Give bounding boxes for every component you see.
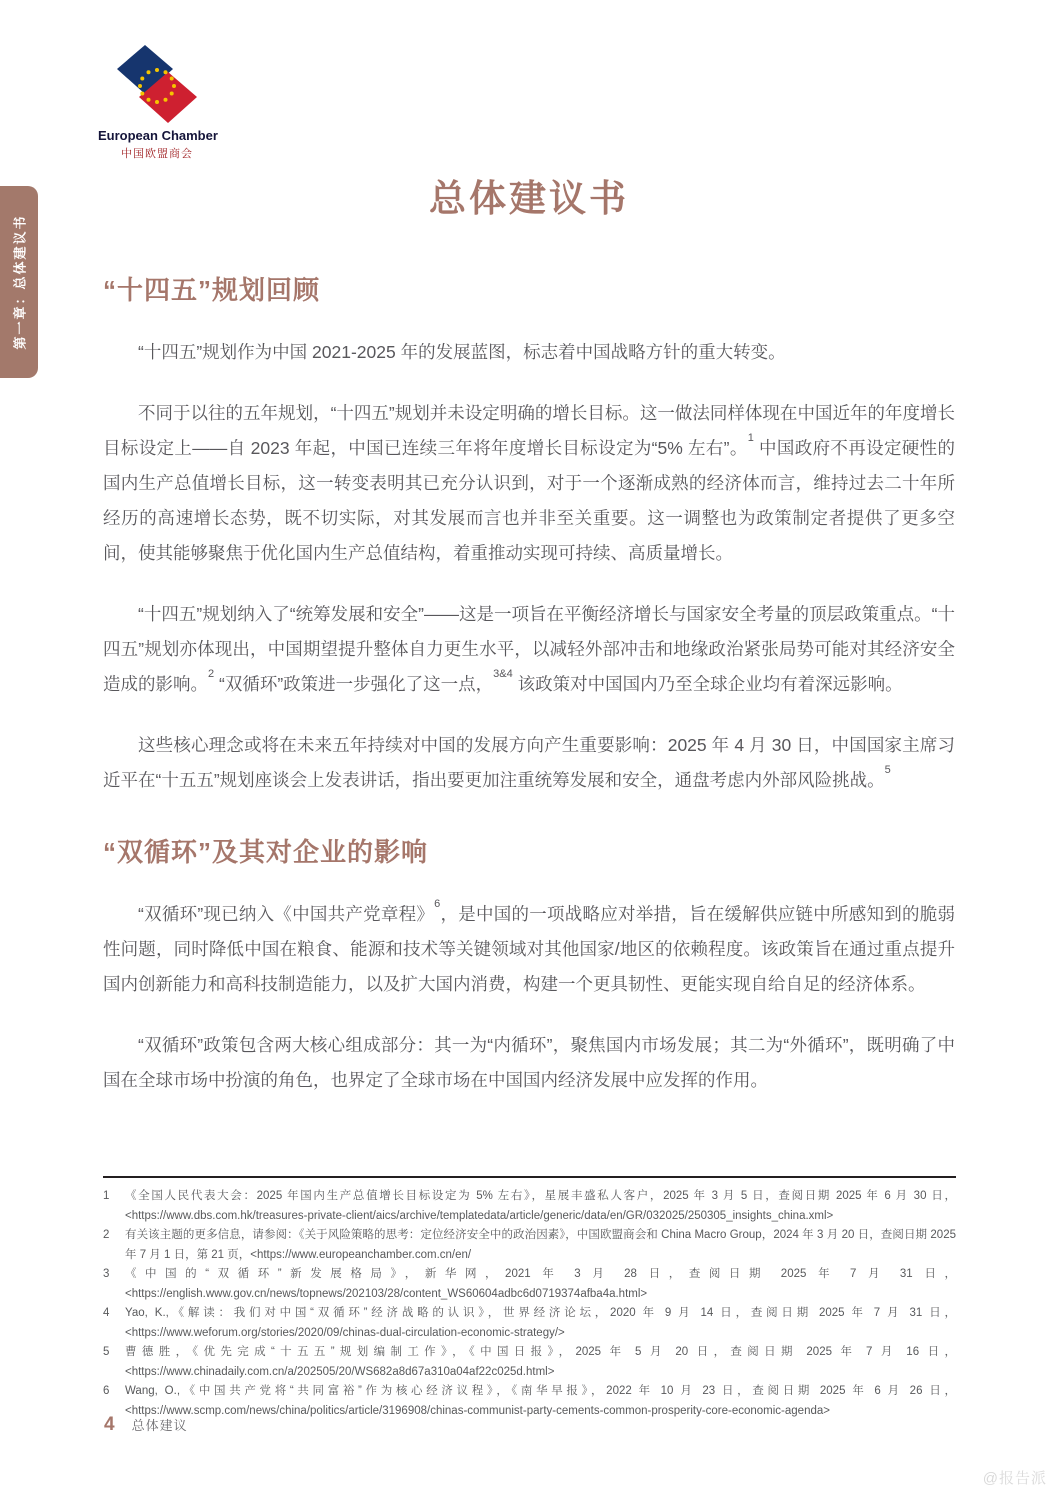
footnote-text: Wang, O.,《中国共产党将“共同富裕”作为核心经济议程》，《南华早报》，2022 年 10 月 23 日，查阅日期 2025 年 6 月 26 日，<https://www.scmp.com/news/china/politics/article/3196908/chinas-communist-party-cements-common-prosperity-core-economic-agenda>	[125, 1385, 956, 1417]
footnote-text: 《中国的“双循环”新发展格局》，新华网，2021 年 3 月 28 日，查阅日期 2025 年 7 月 31 日，<https://english.www.gov.cn/news/topnews/202103/28/content_WS60604adbc6d0719374afba4a.html>	[125, 1268, 956, 1300]
logo-name-en: European Chamber	[98, 128, 218, 143]
footnote-text: 《全国人民代表大会：2025 年国内生产总值增长目标设定为 5% 左右》，星展丰盛私人客户，2025 年 3 月 5 日，查阅日期 2025 年 6 月 30 日，<https://www.dbs.com.hk/treasures-private-client/aics/archive/templatedata/article/generic/data/en/GR/032025/250305_insights_china.xml>	[125, 1190, 956, 1222]
footnote-list	[103, 1187, 956, 1421]
chamber-diamonds-icon	[111, 44, 203, 126]
page-number: 4	[104, 1414, 115, 1435]
footnotes-block	[103, 1176, 956, 1421]
section-heading-2: “双循环”及其对企业的影响	[103, 837, 429, 867]
footnote-number: 3	[103, 1268, 110, 1280]
footnote-number: 2	[103, 1229, 110, 1241]
footnote-item	[103, 1304, 956, 1343]
footnote-number: 6	[103, 1385, 110, 1397]
paragraph: 不同于以往的五年规划，“十四五”规划并未设定明确的增长目标。这一做法同样体现在中国近年的年度增长目标设定上——自 2023 年起，中国已连续三年将年度增长目标设定为“5% 左右”。$^1$ 中国政府不再设定硬性的国内生产总值增长目标，这一转变表明其已充分认识到，对于一个逐渐成熟的经济体而言，维持过去二十年所经历的高速增长态势，既不切实际，对其发展而言也并非至关重要。这一调整也为政策制定者提供了更多空间，使其能够聚焦于优化国内生产总值结构，着重推动实现可持续、高质量增长。	[103, 403, 955, 563]
main-content	[103, 270, 955, 1124]
footnote-item	[103, 1265, 956, 1304]
paragraph: 这些核心理念或将在未来五年持续对中国的发展方向产生重要影响：2025 年 4 月 30 日，中国国家主席习近平在“十五五”规划座谈会上发表讲话，指出要更加注重统筹发展和安全，通盘考虑内外部风险挑战。$^5$	[103, 735, 955, 790]
footnote-number: 1	[103, 1190, 110, 1202]
logo-name-zh: 中国欧盟商会	[121, 148, 193, 160]
page-title: 总体建议书	[429, 178, 629, 219]
page-footer	[104, 1414, 188, 1436]
footnote-text: 曹德胜，《优先完成“十五五”规划编制工作》，《中国日报》，2025 年 5 月 20 日，查阅日期 2025 年 7 月 16 日，<https://www.chinadaily.com.cn/a/202505/20/WS682a8d67a310a04af22c025d.html>	[125, 1346, 956, 1378]
footnote-item	[103, 1226, 956, 1265]
footnote-text: Yao, K.,《解读：我们对中国“双循环”经济战略的认识》，世界经济论坛，2020 年 9 月 14 日，查阅日期 2025 年 7 月 31 日，<https://www.weforum.org/stories/2020/09/chinas-dual-circulation-economic-strategy/>	[125, 1307, 956, 1339]
footnote-text: 有关该主题的更多信息，请参阅：《关于风险策略的思考：定位经济安全中的政治因素》，中国欧盟商会和 China Macro Group，2024 年 3 月 20 日，查阅日期 2025 年 7 月 1 日，第 21 页，<https://www.europeanchamber.com.cn/en/	[125, 1229, 956, 1261]
paragraph: “双循环”现已纳入《中国共产党章程》$^6$，是中国的一项战略应对举措，旨在缓解供应链中所感知到的脆弱性问题，同时降低中国在粮食、能源和技术等关键领域对其他国家/地区的依赖程度。该政策旨在通过重点提升国内创新能力和高科技制造能力，以及扩大国内消费，构建一个更具韧性、更能实现自给自足的经济体系。	[103, 898, 956, 994]
paragraph: “十四五”规划作为中国 2021-2025 年的发展蓝图，标志着中国战略方针的重大转变。	[138, 342, 786, 362]
paragraph: “双循环”政策包含两大核心组成部分：其一为“内循环”，聚焦国内市场发展；其二为“外循环”，既明确了中国在全球市场中扮演的角色，也界定了全球市场在中国国内经济发展中应发挥的作用。	[103, 1035, 955, 1090]
footnote-number: 4	[103, 1307, 110, 1319]
footnote-item	[103, 1382, 956, 1421]
chapter-side-tab	[0, 186, 38, 378]
watermark: @报告派	[982, 1470, 1047, 1487]
page-footer-label: 总体建议	[131, 1418, 188, 1433]
european-chamber-logo	[98, 44, 216, 161]
paragraph: “十四五”规划纳入了“统筹发展和安全”——这是一项旨在平衡经济增长与国家安全考量的顶层政策重点。“十四五”规划亦体现出，中国期望提升整体自力更生水平，以减轻外部冲击和地缘政治紧张局势可能对其经济安全造成的影响。$^2$ “双循环”政策进一步强化了这一点，$^{3\&4}$ 该政策对中国国内乃至全球企业均有着深远影响。	[103, 604, 955, 694]
section-heading-1: “十四五”规划回顾	[103, 275, 321, 305]
footnote-number: 5	[103, 1346, 110, 1358]
footnote-item	[103, 1343, 956, 1382]
chapter-side-tab-label: 第一章：总体建议书	[12, 214, 28, 350]
footnote-item	[103, 1187, 956, 1226]
